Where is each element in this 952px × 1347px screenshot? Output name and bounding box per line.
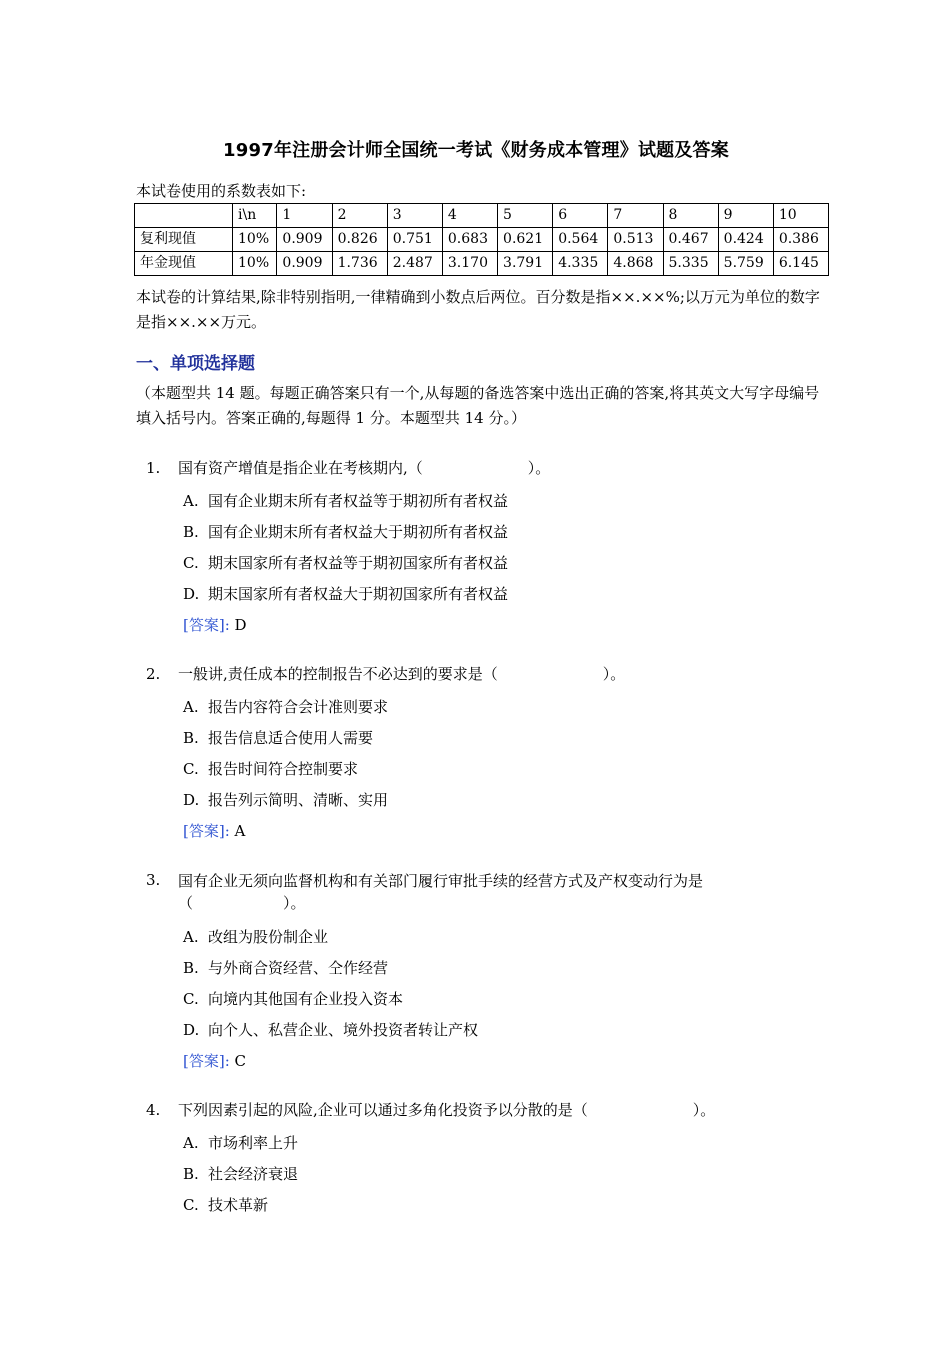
table-cell: 5.335 bbox=[663, 252, 718, 276]
table-cell: 2.487 bbox=[387, 252, 442, 276]
table-cell: 0.826 bbox=[332, 228, 387, 252]
option-a bbox=[183, 692, 826, 723]
option-a bbox=[183, 922, 826, 953]
table-cell: 7 bbox=[608, 204, 663, 228]
table-cell: 5.759 bbox=[718, 252, 773, 276]
table-cell: 4.335 bbox=[553, 252, 608, 276]
table-cell: 3.791 bbox=[498, 252, 553, 276]
option-text: 国有企业期末所有者权益大于期初所有者权益 bbox=[208, 523, 509, 541]
option-text: 向个人、私营企业、境外投资者转让产权 bbox=[208, 1021, 479, 1039]
table-cell: 0.751 bbox=[387, 228, 442, 252]
table-cell: 10% bbox=[233, 252, 277, 276]
option-text: 市场利率上升 bbox=[208, 1134, 299, 1152]
option-letter: A. bbox=[183, 928, 199, 946]
document-title: 1997年注册会计师全国统一考试《财务成本管理》试题及答案 bbox=[223, 140, 729, 161]
option-c bbox=[183, 984, 826, 1015]
answer-value: C bbox=[234, 1052, 247, 1070]
table-cell: 10 bbox=[773, 204, 828, 228]
option-text: 技术革新 bbox=[208, 1196, 269, 1214]
table-cell: 0.424 bbox=[718, 228, 773, 252]
option-d bbox=[183, 1015, 826, 1046]
table-cell: 3.170 bbox=[442, 252, 497, 276]
table-cell bbox=[135, 204, 233, 228]
table-cell: 1 bbox=[277, 204, 332, 228]
option-letter: A. bbox=[183, 1134, 199, 1152]
option-letter: B. bbox=[183, 1165, 199, 1183]
option-text: 期末国家所有者权益等于期初国家所有者权益 bbox=[208, 554, 509, 572]
table-cell: 4 bbox=[442, 204, 497, 228]
table-cell: 10% bbox=[233, 228, 277, 252]
answer bbox=[183, 816, 826, 847]
option-letter: D. bbox=[183, 585, 200, 603]
table-cell: 复利现值 bbox=[135, 228, 233, 252]
option-letter: C. bbox=[183, 990, 199, 1008]
option-letter: B. bbox=[183, 729, 199, 747]
answer-label: [答案]: bbox=[183, 822, 230, 840]
option-b bbox=[183, 953, 826, 984]
option-b bbox=[183, 723, 826, 754]
question-4 bbox=[146, 1100, 826, 1221]
option-letter: C. bbox=[183, 760, 199, 778]
answer-value: A bbox=[234, 822, 246, 840]
table-header-row bbox=[135, 204, 829, 228]
option-text: 报告信息适合使用人需要 bbox=[208, 729, 374, 747]
question-number: 1. bbox=[146, 459, 161, 477]
option-text: 与外商合资经营、仝作经营 bbox=[208, 959, 389, 977]
option-a bbox=[183, 1128, 826, 1159]
table-cell: 8 bbox=[663, 204, 718, 228]
answer-label: [答案]: bbox=[183, 1052, 230, 1070]
option-a bbox=[183, 486, 826, 517]
option-letter: D. bbox=[183, 1021, 200, 1039]
table-cell: 0.564 bbox=[553, 228, 608, 252]
option-letter: A. bbox=[183, 492, 199, 510]
option-text: 报告列示简明、清晰、实用 bbox=[208, 791, 389, 809]
option-letter: B. bbox=[183, 959, 199, 977]
table-cell: 1.736 bbox=[332, 252, 387, 276]
table-cell: i\n bbox=[233, 204, 277, 228]
option-c bbox=[183, 548, 826, 579]
table-cell: 0.386 bbox=[773, 228, 828, 252]
option-b bbox=[183, 1159, 826, 1190]
table-cell: 0.683 bbox=[442, 228, 497, 252]
option-text: 国有企业期末所有者权益等于期初所有者权益 bbox=[208, 492, 509, 510]
option-letter: A. bbox=[183, 698, 199, 716]
table-cell: 0.621 bbox=[498, 228, 553, 252]
table-cell: 6 bbox=[553, 204, 608, 228]
option-d bbox=[183, 785, 826, 816]
option-text: 报告时间符合控制要求 bbox=[208, 760, 359, 778]
option-d bbox=[183, 579, 826, 610]
table-cell: 2 bbox=[332, 204, 387, 228]
table-cell: 5 bbox=[498, 204, 553, 228]
precision-note: 本试卷的计算结果,除非特别指明,一律精确到小数点后两位。百分数是指××.××%;以万元为单位的数字是指××.××万元。 bbox=[136, 288, 820, 331]
question-1 bbox=[146, 458, 826, 641]
option-letter: C. bbox=[183, 554, 199, 572]
option-c bbox=[183, 754, 826, 785]
table-cell: 0.909 bbox=[277, 252, 332, 276]
answer bbox=[183, 1046, 826, 1077]
table-cell: 9 bbox=[718, 204, 773, 228]
table-cell: 0.467 bbox=[663, 228, 718, 252]
option-letter: C. bbox=[183, 1196, 199, 1214]
option-text: 向境内其他国有企业投入资本 bbox=[208, 990, 404, 1008]
option-text: 期末国家所有者权益大于期初国家所有者权益 bbox=[208, 585, 509, 603]
table-cell: 6.145 bbox=[773, 252, 828, 276]
question-number: 4. bbox=[146, 1101, 161, 1119]
option-letter: D. bbox=[183, 791, 200, 809]
table-cell: 年金现值 bbox=[135, 252, 233, 276]
question-number: 3. bbox=[146, 871, 161, 889]
question-text: 下列因素引起的风险,企业可以通过多角化投资予以分散的是（ ）。 bbox=[178, 1101, 716, 1119]
section-description: （本题型共 14 题。每题正确答案只有一个,从每题的备选答案中选出正确的答案,将其英文大写字母编号填入括号内。答案正确的,每题得 1 分。本题型共 14 分。） bbox=[136, 384, 820, 427]
table-cell: 0.909 bbox=[277, 228, 332, 252]
question-text: 一般讲,责任成本的控制报告不必达到的要求是（ ）。 bbox=[178, 665, 626, 683]
question-number: 2. bbox=[146, 665, 161, 683]
table-cell: 4.868 bbox=[608, 252, 663, 276]
option-letter: B. bbox=[183, 523, 199, 541]
answer-label: [答案]: bbox=[183, 616, 230, 634]
coefficient-table bbox=[134, 203, 829, 276]
table-cell: 3 bbox=[387, 204, 442, 228]
question-2 bbox=[146, 664, 826, 847]
table-row bbox=[135, 228, 829, 252]
option-text: 社会经济衰退 bbox=[208, 1165, 299, 1183]
option-text: 报告内容符合会计准则要求 bbox=[208, 698, 389, 716]
question-text: 国有企业无须向监督机构和有关部门履行审批手续的经营方式及产权变动行为是（ ）。 bbox=[178, 872, 704, 912]
table-intro: 本试卷使用的系数表如下: bbox=[136, 182, 307, 200]
table-row bbox=[135, 252, 829, 276]
section-title: 一、单项选择题 bbox=[136, 354, 255, 374]
answer-value: D bbox=[234, 616, 247, 634]
question-3 bbox=[146, 870, 826, 1077]
option-text: 改组为股份制企业 bbox=[208, 928, 329, 946]
table-cell: 0.513 bbox=[608, 228, 663, 252]
question-text: 国有资产增值是指企业在考核期内,（ ）。 bbox=[178, 459, 551, 477]
answer bbox=[183, 610, 826, 641]
option-b bbox=[183, 517, 826, 548]
option-c bbox=[183, 1190, 826, 1221]
